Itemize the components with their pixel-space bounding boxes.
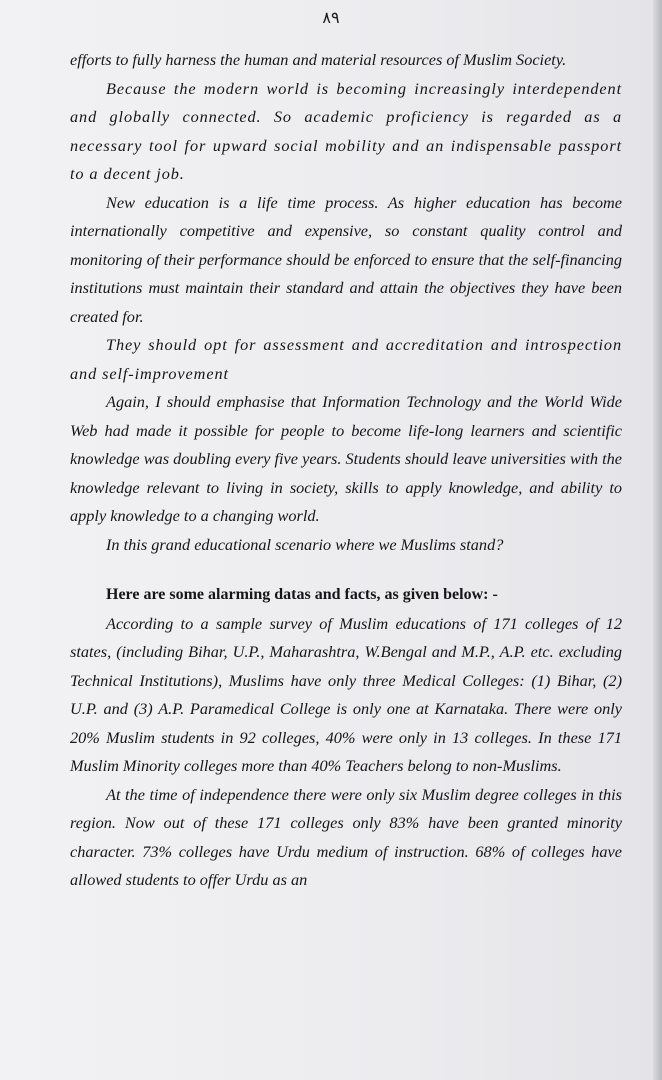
paragraph-3: New education is a life time process. As higher education has become internationally competitive and expensive, so constant quality control and monitoring of their performance should be enforced to ensure that the self-financing institutions must maintain their standard and attain the objectives they have been created for. — [70, 192, 622, 326]
paragraph-8: At the time of independence there were only six Muslim degree colleges in this region. Now out of these 171 colleges only 83% have been granted minority character. 73% colleges have Urdu medium of instruction. 68% of colleges have allowed students to offer Urdu as an — [70, 784, 622, 889]
section-heading: Here are some alarming datas and facts, as given below: - — [106, 586, 498, 603]
paragraph-6: In this grand educational scenario where we Muslims stand? — [106, 534, 504, 554]
paragraph-5: Again, I should emphasise that Information Technology and the World Wide Web had made it possible for people to become life-long learners and scientific knowledge was doubling every five years. Students should leave universities with the knowledge relevant to living in society, skills to apply knowledge, and ability to apply knowledge to a changing world. — [70, 392, 622, 525]
page-edge-shadow — [653, 0, 662, 1080]
paragraph-4: They should opt for assessment and accreditation and introspection and self-improvement — [70, 335, 622, 383]
paragraph-2: Because the modern world is becoming increasingly interdependent and globally connected. So academic proficiency is regarded as a necessary tool for upward social mobility and an indispensable passport to a decent job. — [70, 78, 622, 183]
page-body — [70, 46, 622, 895]
paragraph-1: efforts to fully harness the human and material resources of Muslim Society. — [70, 50, 567, 69]
paragraph-7: According to a sample survey of Muslim educations of 171 colleges of 12 states, (including Bihar, U.P., Maharashtra, W.Bengal and M.P., A.P. etc. excluding Technical Institutions), Muslims have only three Medical Colleges: (1) Bihar, (2) U.P. and (3) A.P. Paramedical College is only one at Karnataka. There were only 20% Muslim students in 92 colleges, 40% were only in 13 colleges. In these 171 Muslim Minority colleges more than 40% Teachers belong to non-Muslims. — [70, 613, 622, 775]
page-number: ٨٩ — [322, 8, 340, 27]
